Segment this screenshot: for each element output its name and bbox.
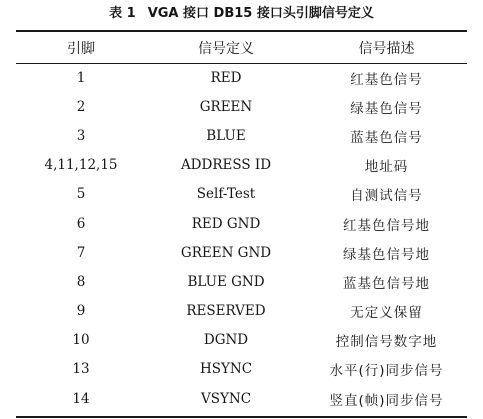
signal-cell: GREEN GND: [180, 244, 272, 261]
signal-cell: Self-Test: [196, 186, 256, 203]
pin-cell: 8: [76, 273, 86, 290]
description-cell: 控制信号数字地: [335, 334, 438, 351]
signal-cell: GREEN: [199, 98, 253, 115]
pin-cell: 6: [76, 215, 86, 232]
pin-cell: 13: [72, 361, 90, 378]
bottom-rule: [16, 416, 467, 418]
table-row: [16, 209, 467, 238]
signal-cell: ADDRESS ID: [180, 157, 272, 174]
signal-cell: BLUE GND: [187, 273, 265, 290]
pin-cell: 10: [72, 332, 90, 349]
header-signal-definition: 信号定义: [198, 40, 254, 57]
table-row: [16, 180, 467, 209]
table-row: [16, 121, 467, 150]
description-cell: 蓝基色信号地: [343, 275, 430, 292]
table-number: 表 1: [109, 6, 136, 21]
signal-cell: BLUE: [206, 127, 246, 144]
pin-cell: 7: [76, 244, 86, 261]
table-row: [16, 267, 467, 296]
header-signal-description: 信号描述: [358, 40, 415, 57]
signal-cell: VSYNC: [200, 390, 252, 407]
pin-cell: 9: [76, 303, 86, 320]
table-row: [16, 355, 467, 384]
pin-cell: 4,11,12,15: [44, 157, 118, 174]
description-cell: 自测试信号: [350, 188, 423, 205]
table-row: [16, 384, 467, 413]
table-row: [16, 151, 467, 180]
signal-cell: DGND: [203, 332, 249, 349]
table-row: [16, 297, 467, 326]
table-row: [16, 326, 467, 355]
description-cell: 竖直(帧)同步信号: [329, 392, 444, 409]
description-cell: 蓝基色信号: [350, 129, 423, 146]
description-cell: 红基色信号地: [343, 217, 430, 234]
signal-cell: HSYNC: [199, 361, 253, 378]
signal-cell: RESERVED: [186, 303, 266, 320]
description-cell: 无定义保留: [350, 305, 423, 322]
description-cell: 地址码: [364, 159, 409, 176]
table-caption: [0, 4, 483, 24]
header-pin: 引脚: [67, 40, 95, 57]
header-row: [16, 32, 467, 63]
pin-cell: 5: [76, 186, 86, 203]
description-cell: 红基色信号: [350, 71, 423, 88]
description-cell: 水平(行)同步信号: [329, 363, 444, 380]
table-title: VGA 接口 DB15 接口头引脚信号定义: [147, 6, 374, 21]
description-cell: 绿基色信号地: [343, 246, 430, 263]
description-cell: 绿基色信号: [350, 100, 423, 117]
signal-cell: RED: [210, 69, 242, 86]
pin-definition-table: [16, 32, 467, 413]
pin-cell: 3: [76, 127, 86, 144]
table-row: [16, 238, 467, 267]
signal-cell: RED GND: [191, 215, 261, 232]
table-row: [16, 63, 467, 92]
table-row: [16, 92, 467, 121]
pin-cell: 14: [72, 390, 90, 407]
pin-cell: 2: [76, 98, 86, 115]
pin-cell: 1: [76, 69, 86, 86]
